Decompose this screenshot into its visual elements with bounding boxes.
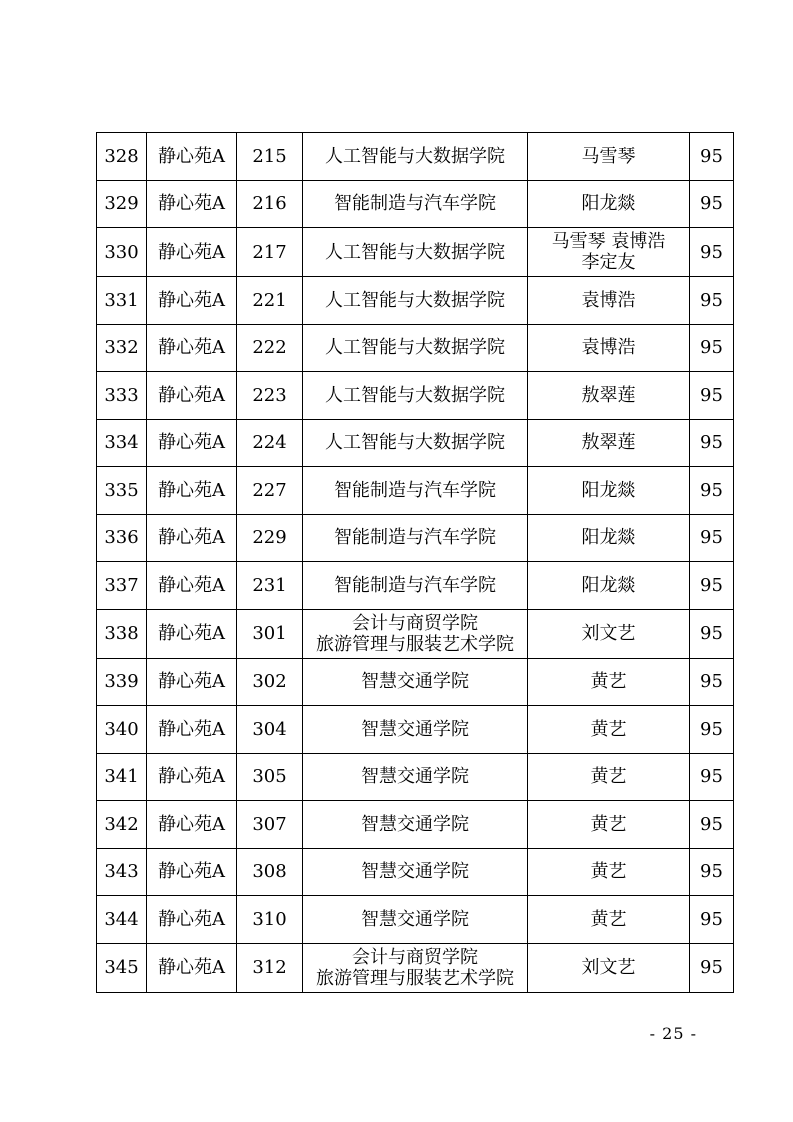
table-row <box>97 658 734 706</box>
cell-college-line: 人工智能与大数据学院 <box>325 145 505 167</box>
cell-serial-number: 341 <box>97 753 147 801</box>
cell-serial-number: 337 <box>97 562 147 610</box>
table-row <box>97 848 734 896</box>
cell-teacher <box>528 562 690 610</box>
cell-building: 静心苑A <box>147 514 237 562</box>
table-row <box>97 133 734 181</box>
cell-college-line: 人工智能与大数据学院 <box>325 432 505 454</box>
cell-teacher <box>528 467 690 515</box>
cell-teacher-line: 袁博浩 <box>581 289 636 311</box>
cell-serial-number: 345 <box>97 943 147 992</box>
cell-building: 静心苑A <box>147 943 237 992</box>
cell-teacher-line: 黄艺 <box>590 671 627 693</box>
cell-building: 静心苑A <box>147 753 237 801</box>
cell-college-line: 人工智能与大数据学院 <box>325 337 505 359</box>
cell-serial-number: 330 <box>97 228 147 277</box>
table-body <box>97 133 734 993</box>
cell-room-number: 222 <box>237 324 303 372</box>
cell-room-number: 305 <box>237 753 303 801</box>
cell-college <box>303 514 528 562</box>
cell-teacher-line: 马雪琴 <box>581 145 636 167</box>
cell-room-number: 216 <box>237 180 303 228</box>
cell-teacher-line: 黄艺 <box>590 813 627 835</box>
cell-college <box>303 706 528 754</box>
cell-teacher-line: 黄艺 <box>590 766 627 788</box>
cell-score: 95 <box>690 277 734 325</box>
cell-room-number: 304 <box>237 706 303 754</box>
cell-college <box>303 801 528 849</box>
cell-college <box>303 562 528 610</box>
cell-serial-number: 333 <box>97 372 147 420</box>
table-row <box>97 514 734 562</box>
cell-serial-number: 344 <box>97 896 147 944</box>
cell-room-number: 301 <box>237 609 303 658</box>
cell-teacher <box>528 753 690 801</box>
cell-teacher <box>528 609 690 658</box>
cell-serial-number: 332 <box>97 324 147 372</box>
cell-room-number: 310 <box>237 896 303 944</box>
table-row <box>97 324 734 372</box>
cell-college-line: 人工智能与大数据学院 <box>325 289 505 311</box>
table-row <box>97 562 734 610</box>
page-number: - 25 - <box>649 1024 697 1043</box>
cell-building: 静心苑A <box>147 609 237 658</box>
table-row <box>97 372 734 420</box>
cell-teacher-line: 阳龙燚 <box>581 479 636 501</box>
cell-college-line: 会计与商贸学院 <box>352 612 478 634</box>
cell-teacher <box>528 514 690 562</box>
cell-score: 95 <box>690 801 734 849</box>
cell-teacher <box>528 372 690 420</box>
table-row <box>97 419 734 467</box>
cell-building: 静心苑A <box>147 228 237 277</box>
cell-teacher-line: 黄艺 <box>590 908 627 930</box>
cell-teacher <box>528 180 690 228</box>
cell-college <box>303 753 528 801</box>
cell-teacher <box>528 943 690 992</box>
table-row <box>97 753 734 801</box>
cell-teacher <box>528 706 690 754</box>
cell-building: 静心苑A <box>147 658 237 706</box>
cell-teacher-line: 黄艺 <box>590 718 627 740</box>
cell-score: 95 <box>690 848 734 896</box>
cell-teacher <box>528 277 690 325</box>
cell-college <box>303 180 528 228</box>
cell-teacher <box>528 658 690 706</box>
cell-room-number: 308 <box>237 848 303 896</box>
cell-room-number: 312 <box>237 943 303 992</box>
table-row <box>97 180 734 228</box>
cell-room-number: 215 <box>237 133 303 181</box>
cell-building: 静心苑A <box>147 848 237 896</box>
cell-score: 95 <box>690 467 734 515</box>
cell-building: 静心苑A <box>147 133 237 181</box>
cell-building: 静心苑A <box>147 467 237 515</box>
cell-room-number: 224 <box>237 419 303 467</box>
cell-serial-number: 339 <box>97 658 147 706</box>
cell-teacher-line: 阳龙燚 <box>581 527 636 549</box>
cell-building: 静心苑A <box>147 801 237 849</box>
cell-college <box>303 467 528 515</box>
cell-teacher-line: 阳龙燚 <box>581 193 636 215</box>
cell-serial-number: 342 <box>97 801 147 849</box>
cell-score: 95 <box>690 372 734 420</box>
cell-teacher-line: 刘文艺 <box>581 623 636 644</box>
cell-college-line: 智慧交通学院 <box>361 813 469 835</box>
cell-teacher <box>528 133 690 181</box>
cell-serial-number: 334 <box>97 419 147 467</box>
cell-college <box>303 133 528 181</box>
cell-college <box>303 419 528 467</box>
cell-building: 静心苑A <box>147 562 237 610</box>
cell-college-line: 智慧交通学院 <box>361 908 469 930</box>
cell-serial-number: 335 <box>97 467 147 515</box>
cell-teacher-line: 敖翠莲 <box>581 384 636 406</box>
cell-building: 静心苑A <box>147 180 237 228</box>
cell-teacher-line: 袁博浩 <box>581 337 636 359</box>
dormitory-score-table <box>96 132 734 993</box>
cell-score: 95 <box>690 658 734 706</box>
cell-college <box>303 848 528 896</box>
cell-teacher-line: 黄艺 <box>590 861 627 883</box>
cell-room-number: 227 <box>237 467 303 515</box>
table-row <box>97 609 734 658</box>
cell-college-line: 会计与商贸学院 <box>352 946 478 968</box>
cell-college-line: 智能制造与汽车学院 <box>334 527 496 549</box>
table-row <box>97 277 734 325</box>
cell-teacher <box>528 419 690 467</box>
cell-building: 静心苑A <box>147 419 237 467</box>
cell-score: 95 <box>690 562 734 610</box>
cell-score: 95 <box>690 133 734 181</box>
cell-score: 95 <box>690 180 734 228</box>
cell-college-line: 智能制造与汽车学院 <box>334 479 496 501</box>
table-row <box>97 467 734 515</box>
cell-college-line: 旅游管理与服装艺术学院 <box>316 633 514 655</box>
cell-score: 95 <box>690 324 734 372</box>
cell-teacher-line: 李定友 <box>581 252 636 273</box>
cell-college-line: 智能制造与汽车学院 <box>334 193 496 215</box>
cell-score: 95 <box>690 943 734 992</box>
cell-room-number: 217 <box>237 228 303 277</box>
cell-room-number: 302 <box>237 658 303 706</box>
cell-teacher-line: 阳龙燚 <box>581 574 636 596</box>
cell-score: 95 <box>690 609 734 658</box>
cell-room-number: 223 <box>237 372 303 420</box>
cell-college-line: 人工智能与大数据学院 <box>325 384 505 406</box>
cell-college-line: 智慧交通学院 <box>361 718 469 740</box>
cell-college <box>303 372 528 420</box>
cell-room-number: 221 <box>237 277 303 325</box>
table-row <box>97 896 734 944</box>
cell-serial-number: 328 <box>97 133 147 181</box>
cell-serial-number: 329 <box>97 180 147 228</box>
table-row <box>97 943 734 992</box>
cell-teacher <box>528 801 690 849</box>
cell-serial-number: 343 <box>97 848 147 896</box>
cell-building: 静心苑A <box>147 896 237 944</box>
cell-building: 静心苑A <box>147 277 237 325</box>
cell-college <box>303 228 528 277</box>
cell-teacher-line: 马雪琴 袁博浩 <box>551 231 666 252</box>
cell-college-line: 智能制造与汽车学院 <box>334 574 496 596</box>
table-row <box>97 801 734 849</box>
cell-college-line: 智慧交通学院 <box>361 766 469 788</box>
cell-teacher-line: 刘文艺 <box>581 957 636 978</box>
table-row <box>97 706 734 754</box>
cell-college <box>303 324 528 372</box>
cell-college-line: 智慧交通学院 <box>361 861 469 883</box>
cell-building: 静心苑A <box>147 324 237 372</box>
cell-score: 95 <box>690 419 734 467</box>
cell-serial-number: 331 <box>97 277 147 325</box>
cell-teacher <box>528 228 690 277</box>
cell-college <box>303 943 528 992</box>
cell-building: 静心苑A <box>147 372 237 420</box>
cell-college-line: 旅游管理与服装艺术学院 <box>316 967 514 989</box>
table-row <box>97 228 734 277</box>
cell-college-line: 人工智能与大数据学院 <box>325 241 505 263</box>
cell-score: 95 <box>690 706 734 754</box>
cell-teacher-line: 敖翠莲 <box>581 432 636 454</box>
cell-college <box>303 896 528 944</box>
cell-score: 95 <box>690 896 734 944</box>
cell-score: 95 <box>690 514 734 562</box>
cell-score: 95 <box>690 753 734 801</box>
cell-score: 95 <box>690 228 734 277</box>
cell-college <box>303 277 528 325</box>
cell-college <box>303 609 528 658</box>
cell-room-number: 229 <box>237 514 303 562</box>
cell-serial-number: 340 <box>97 706 147 754</box>
cell-teacher <box>528 896 690 944</box>
cell-serial-number: 336 <box>97 514 147 562</box>
cell-building: 静心苑A <box>147 706 237 754</box>
cell-room-number: 231 <box>237 562 303 610</box>
cell-teacher <box>528 324 690 372</box>
cell-college-line: 智慧交通学院 <box>361 671 469 693</box>
cell-room-number: 307 <box>237 801 303 849</box>
cell-teacher <box>528 848 690 896</box>
cell-serial-number: 338 <box>97 609 147 658</box>
cell-college <box>303 658 528 706</box>
